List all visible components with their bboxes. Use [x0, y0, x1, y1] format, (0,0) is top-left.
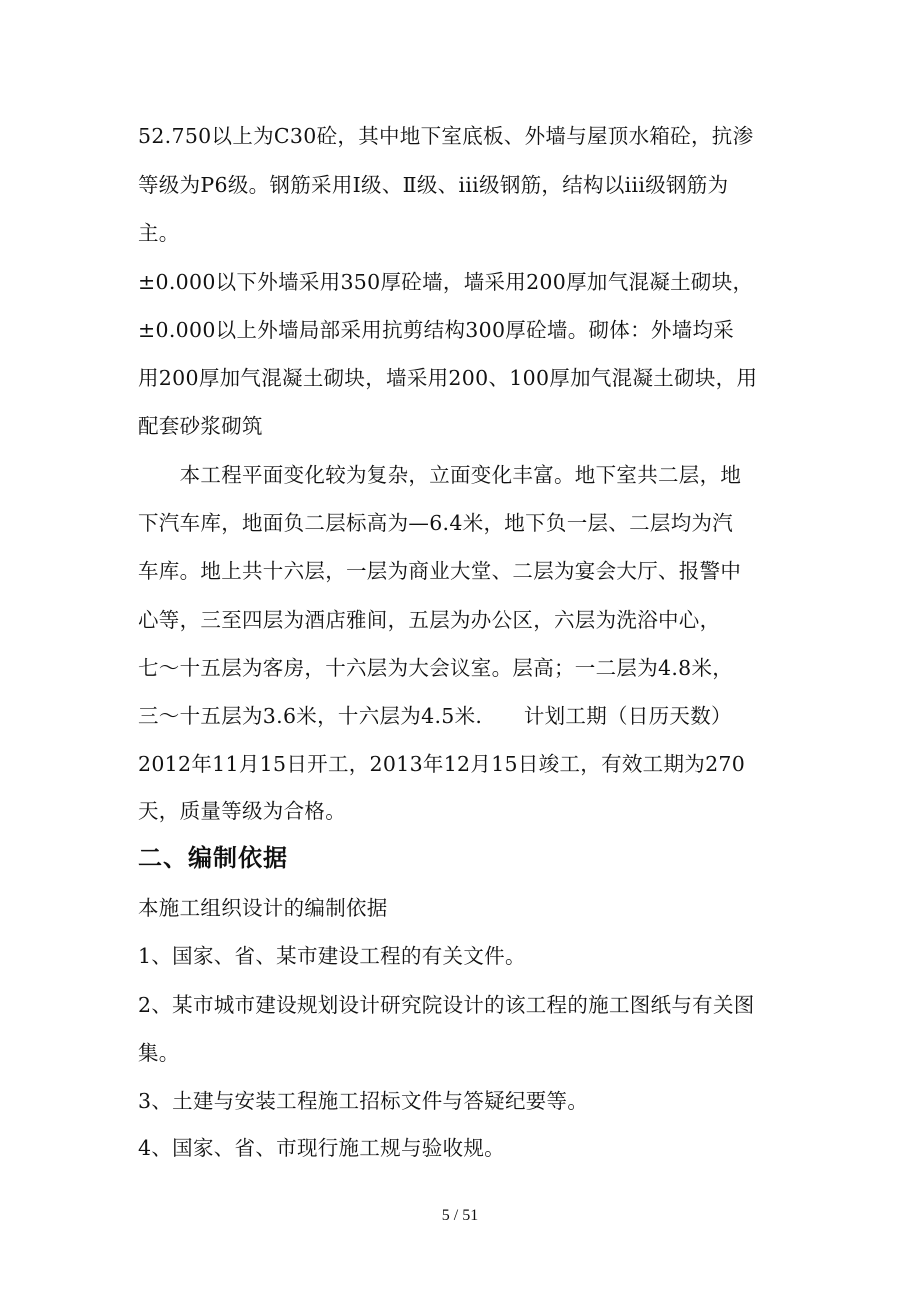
- body-text-line: 七～十五层为客房，十六层为大会议室。层高；一二层为4.8米，: [138, 656, 734, 680]
- section-intro: 本施工组织设计的编制依据: [138, 896, 388, 920]
- page-number: 5 / 51: [441, 1207, 479, 1224]
- body-text-line: 配套砂浆砌筑: [138, 414, 263, 438]
- body-text-line: 下汽车库，地面负二层标高为—6.4米，地下负一层、二层均为汽: [138, 511, 734, 535]
- list-item: 4、国家、省、市现行施工规与验收规。: [138, 1136, 505, 1160]
- body-text-line: ±0.000以下外墙采用350厚砼墙，墙采用200厚加气混凝土砌块，: [138, 270, 754, 294]
- body-text-line: 三～十五层为3.6米，十六层为4.5米. 计划工期（日历天数）: [138, 704, 732, 728]
- list-item: 2、某市城市建设规划设计研究院设计的该工程的施工图纸与有关图: [138, 993, 755, 1017]
- body-text-line: 本工程平面变化较为复杂，立面变化丰富。地下室共二层，地: [138, 463, 742, 487]
- body-text-line: 车库。地上共十六层，一层为商业大堂、二层为宴会大厅、报警中: [138, 559, 742, 583]
- body-text-line: 等级为P6级。钢筋采用Ⅰ级、Ⅱ级、iii级钢筋，结构以iii级钢筋为: [138, 173, 729, 197]
- body-text-line: 天，质量等级为合格。: [138, 799, 346, 823]
- list-item: 1、国家、省、某市建设工程的有关文件。: [138, 944, 526, 968]
- body-text-line: 2012年11月15日开工，2013年12月15日竣工，有效工期为270: [138, 752, 746, 776]
- body-text-line: 心等，三至四层为酒店雅间，五层为办公区，六层为洗浴中心，: [138, 608, 721, 632]
- body-text-line: ±0.000以上外墙局部采用抗剪结构300厚砼墙。砌体：外墙均采: [138, 318, 735, 342]
- body-text-line: 主。: [138, 221, 180, 245]
- section-heading: 二、编制依据: [138, 844, 288, 872]
- body-text-line: 用200厚加气混凝土砌块，墙采用200、100厚加气混凝土砌块，用: [138, 366, 758, 390]
- body-text-line: 52.750以上为C30砼，其中地下室底板、外墙与屋顶水箱砼，抗渗: [138, 124, 754, 148]
- list-item-continuation: 集。: [138, 1041, 180, 1065]
- list-item: 3、土建与安装工程施工招标文件与答疑纪要等。: [138, 1089, 589, 1113]
